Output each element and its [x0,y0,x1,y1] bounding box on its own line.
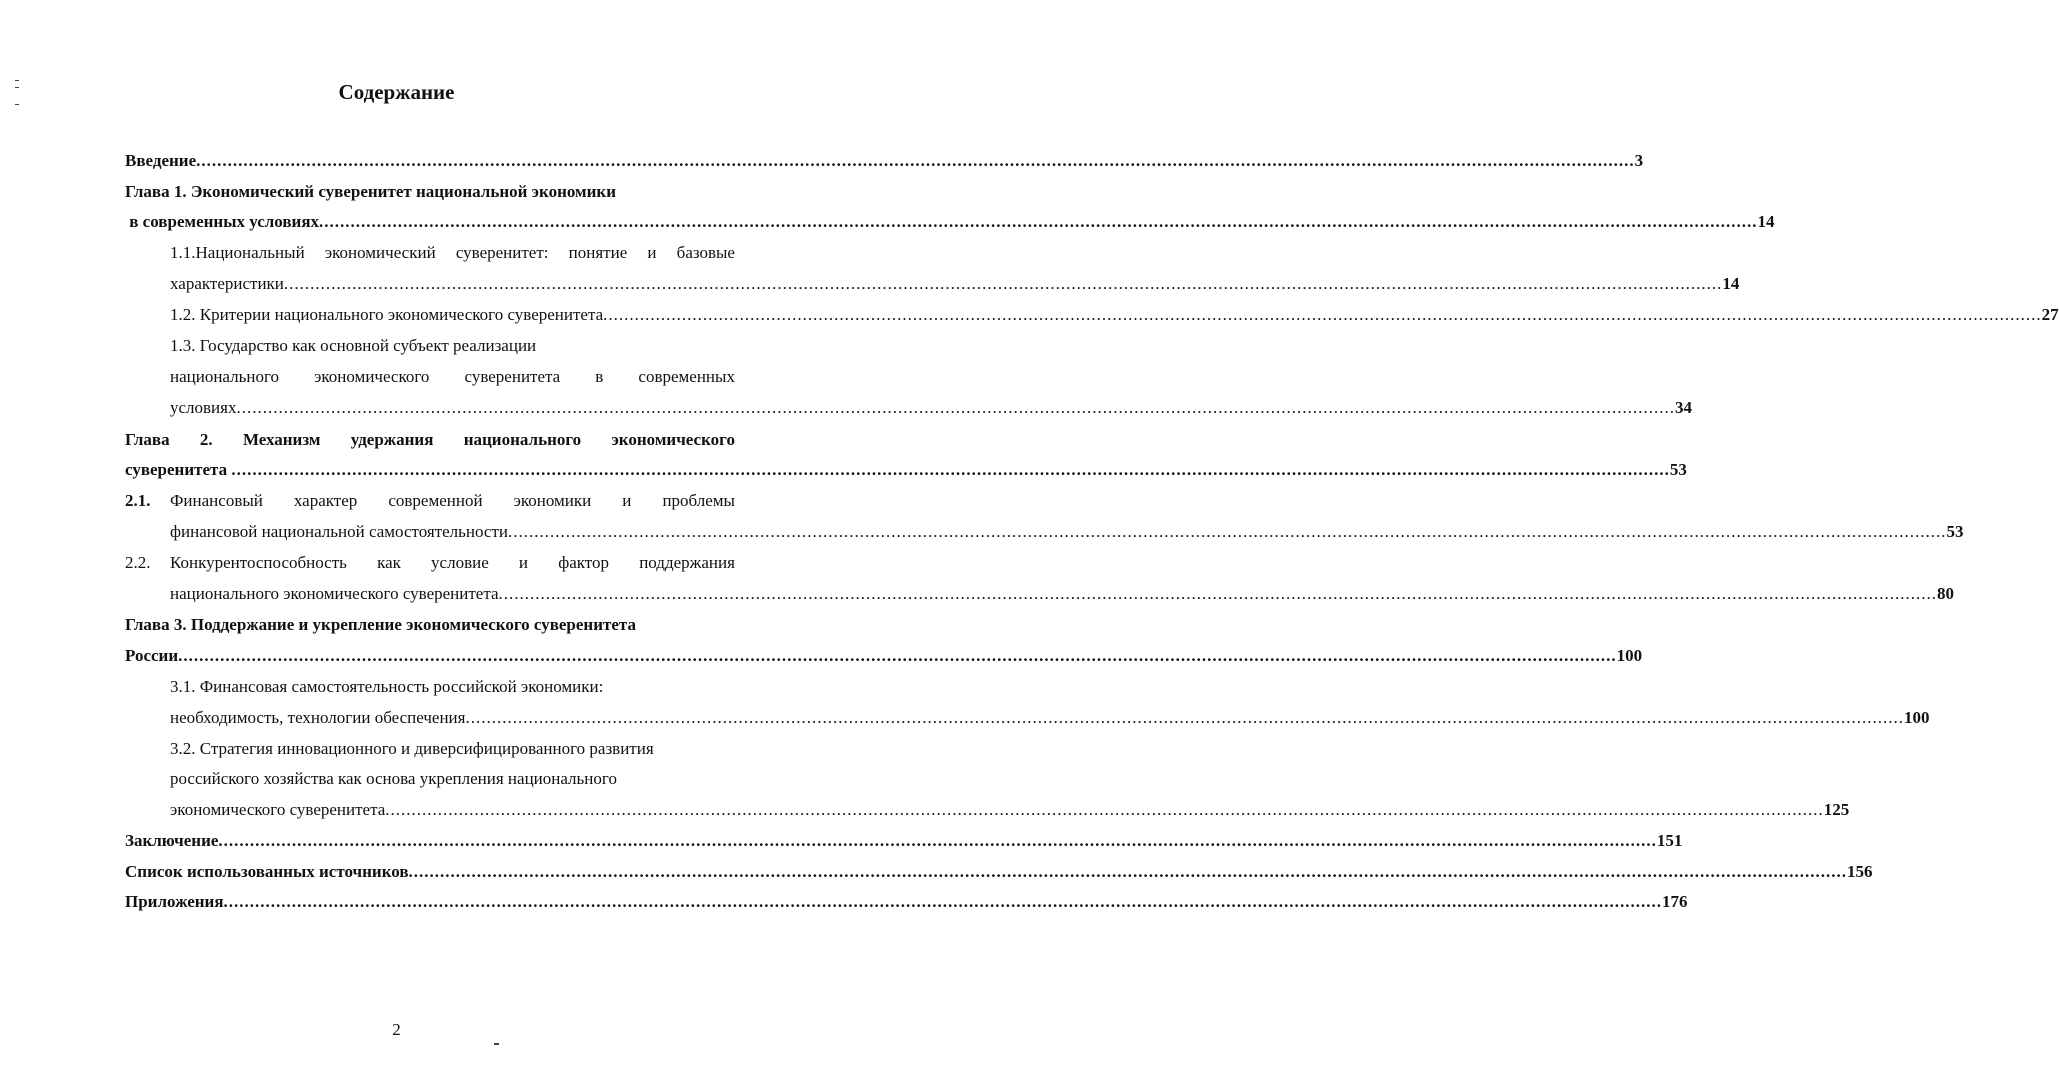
toc-word: 1.1.Национальный [170,243,305,262]
leader-dots: .................................................................................................................................................................................................................................................................................. [508,522,1947,541]
toc-entry-intro [125,146,1644,176]
toc-page: 27 [2041,305,2059,324]
leader-dots: .................................................................................................................................................................................................................................................................................. [498,584,1938,603]
toc-page: 53 [1669,460,1687,479]
leader-dots: .................................................................................................................................................................................................................................................................................. [385,800,1824,819]
toc-section-2-2-num: 2.2. [125,553,151,572]
toc-text: России [125,646,179,665]
leader-dots: .................................................................................................................................................................................................................................................................................. [283,274,1723,293]
toc-word: в [595,367,604,386]
toc-word: как [377,553,401,572]
toc-word: 2. [199,430,213,449]
leader-dots: .................................................................................................................................................................................................................................................................................. [603,305,2042,324]
toc-section-3-2-line2: российского хозяйства как основа укрепления национального [170,769,617,788]
toc-text: характеристики [170,274,284,293]
toc-entry-sources [125,857,1873,887]
toc-word: Финансовый [170,491,263,510]
toc-entry-conclusion [125,826,1683,856]
toc-text: в современных условиях [125,212,320,231]
toc-entry-appendix [125,887,1688,917]
toc-text: условиях [170,398,237,417]
toc-word: поддержания [639,553,735,572]
toc-chapter-3-cont [125,641,1643,671]
toc-text: экономического суверенитета [170,800,386,819]
toc-word: понятие [568,243,628,262]
page-title: Содержание [338,80,455,104]
toc-chapter-2-title [125,425,735,455]
leader-dots: .................................................................................................................................................................................................................................................................................. [178,646,1617,665]
toc-word: современных [638,367,735,386]
toc-page: 53 [1946,522,1964,541]
toc-text: Заключение [125,831,219,850]
toc-section-2-2 [170,548,735,578]
toc-chapter-3-title: Глава 3. Поддержание и укрепление экономического суверенитета [125,615,636,634]
leader-dots: .................................................................................................................................................................................................................................................................................. [236,398,1675,417]
toc-page: 100 [1903,708,1930,727]
toc-text: Введение [125,151,197,170]
toc-word: и [518,553,529,572]
toc-section-1-1 [170,238,735,268]
toc-word: Конкурентоспособность [170,553,347,572]
toc-text: национального экономического суверенитета [170,584,499,603]
toc-word: экономики [513,491,592,510]
toc-word: базовые [676,243,735,262]
toc-text: 1.2. Критерии национального экономического суверенитета [170,305,604,324]
toc-word: суверенитета [464,367,561,386]
leader-dots: .................................................................................................................................................................................................................................................................................. [231,460,1670,479]
toc-page: 14 [1757,212,1775,231]
toc-section-1-3-cont [170,393,1692,423]
toc-section-2-1-num: 2.1. [125,491,151,510]
leader-dots: .................................................................................................................................................................................................................................................................................. [465,708,1904,727]
toc-section-1-3-line2 [170,362,735,392]
toc-word: экономического [314,367,430,386]
toc-word: Глава [125,430,170,449]
toc-word: фактор [558,553,610,572]
toc-word: удержания [350,430,434,449]
toc-text: Список использованных источников [125,862,409,881]
toc-word: современной [388,491,483,510]
page-number: 2 [392,1020,401,1039]
toc-chapter-2-cont [125,455,1687,485]
toc-chapter-1-cont [125,207,1775,237]
toc-word: условие [431,553,489,572]
toc-text: Приложения [125,892,224,911]
toc-page: 151 [1656,831,1683,850]
toc-page: 176 [1662,892,1688,911]
toc-page: 80 [1937,584,1955,603]
toc-section-1-3: 1.3. Государство как основной субъект реализации [170,336,537,355]
toc-section-2-1 [170,486,735,516]
toc-text: финансовой национальной самостоятельности [170,522,508,541]
toc-page: 125 [1823,800,1850,819]
leader-dots: .................................................................................................................................................................................................................................................................................. [196,151,1635,170]
toc-page: 14 [1722,274,1740,293]
toc-word: проблемы [662,491,735,510]
leader-dots: .................................................................................................................................................................................................................................................................................. [319,212,1758,231]
leader-dots: .................................................................................................................................................................................................................................................................................. [223,892,1663,911]
toc-word: экономический [324,243,436,262]
toc-page: 34 [1674,398,1692,417]
leader-dots: .................................................................................................................................................................................................................................................................................. [408,862,1848,881]
toc-section-1-2 [170,300,2059,330]
toc-word: и [647,243,657,262]
toc-chapter-1-title: Глава 1. Экономический суверенитет национальной экономики [125,182,617,201]
toc-page: 3 [1634,151,1644,170]
toc-page: 100 [1616,646,1643,665]
toc-word: экономического [611,430,735,449]
toc-word: характер [293,491,358,510]
toc-word: национального [463,430,582,449]
toc-section-3-2: 3.2. Стратегия инновационного и диверсифицированного развития [170,739,654,758]
leader-dots: .................................................................................................................................................................................................................................................................................. [218,831,1657,850]
toc-section-1-1-cont [170,269,1740,299]
toc-word: национального [170,367,280,386]
toc-text: суверенитета [125,460,232,479]
toc-text: необходимость, технологии обеспечения [170,708,466,727]
toc-section-3-1: 3.1. Финансовая самостоятельность российской экономики: [170,677,604,696]
toc-section-2-1-cont [170,517,1964,547]
toc-word: суверенитет: [455,243,549,262]
toc-word: Механизм [242,430,321,449]
toc-word: и [622,491,632,510]
toc-section-3-2-cont [170,795,1850,825]
toc-page: 156 [1847,862,1873,881]
toc-section-3-1-cont [170,703,1930,733]
toc-section-2-2-cont [170,579,1955,609]
scan-mark [494,1043,499,1045]
